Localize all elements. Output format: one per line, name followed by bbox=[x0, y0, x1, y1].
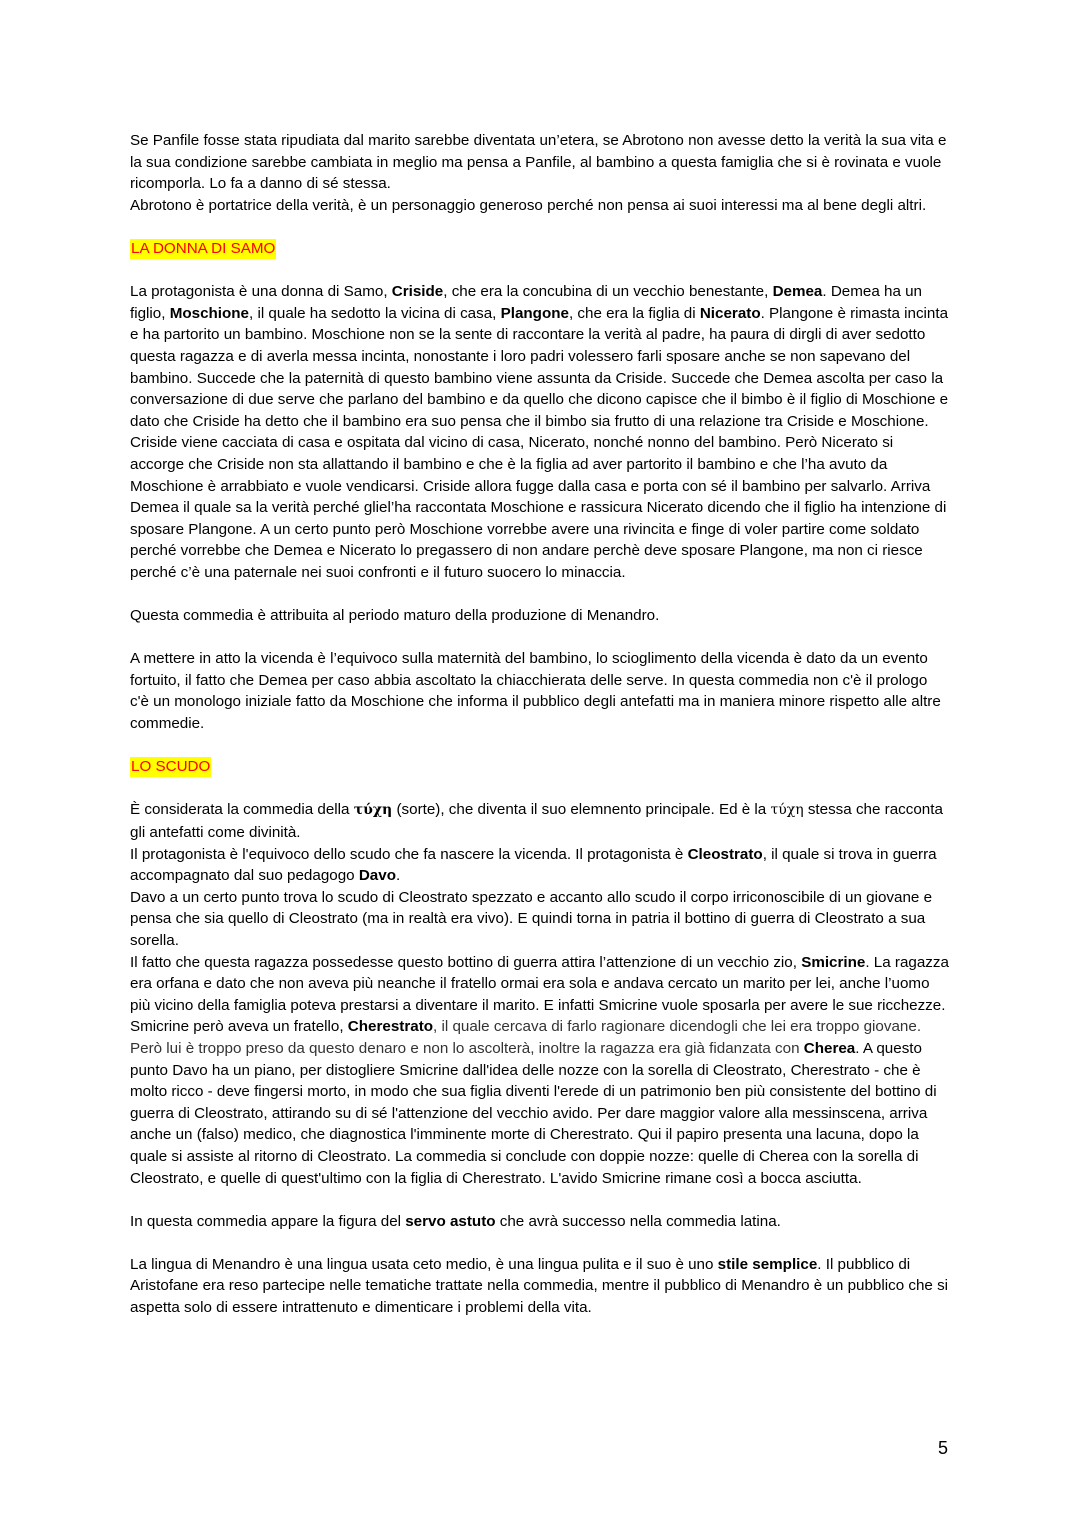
paragraph-abrotono: Abrotono è portatrice della verità, è un personaggio generoso perché non pensa ai suoi interessi ma al bene degli altri. bbox=[130, 196, 927, 214]
paragraph-servo-astuto bbox=[130, 1211, 950, 1233]
character-name-demea: Demea bbox=[772, 283, 823, 301]
text-segment: , il quale cercava di farlo ragionare dicendogli che lei era troppo giovane. Però lui è troppo preso da questo denaro e non lo ascolterà, inoltre la ragazza era già fidanzata con bbox=[130, 1018, 922, 1057]
paragraph-panfile: Se Panfile fosse stata ripudiata dal marito sarebbe diventata un’etera, se Abrotono non avesse detto la verità la sua vita e la sua condizione sarebbe cambiata in meglio ma pensa a Panfile, al bambino a questa famiglia che si è rovinata e vuole ricomporla. Lo fa a danno di sé stessa. bbox=[130, 132, 947, 193]
character-name-moschione: Moschione bbox=[169, 304, 250, 322]
greek-word-tyche: τύχη bbox=[770, 802, 804, 819]
paragraph-scudo-smicrine bbox=[130, 952, 950, 1190]
paragraph-lingua bbox=[130, 1254, 950, 1319]
section-heading-lo-scudo-wrap bbox=[130, 756, 950, 778]
text-segment: che avrà successo nella commedia latina. bbox=[495, 1212, 781, 1230]
text-segment: , che era la figlia di bbox=[568, 304, 700, 322]
paragraph-scudo-davo: Davo a un certo punto trova lo scudo di Cleostrato spezzato e accanto allo scudo il corpo irriconoscibile di un giovane e pensa che sia quello di Cleostrato (ma in realtà era vivo). E quindi torna in patria il bottino di guerra di Cleostrato a sua sorella. bbox=[130, 888, 933, 949]
text-segment: . Plangone è rimasta incinta e ha partorito un bambino. Moschione non se la sente di raccontare la verità al padre, ha paura di dirgli di aver sedotto questa ragazza e di averla messa incinta, nonostante i loro padri volessero farli sposare anche se non sapevano del bambino. Succede che la paternità di questo bambino viene assunta da Criside. Succede che Demea ascolta per caso la conversazione di due serve che parlano del bambino e da quello che dicono capisce che il bimbo è il figlio di Moschione e dato che Criside ha detto che il bambino era suo pensa che il bimbo sia frutto di una relazione tra Criside e Moschione. Criside viene cacciata di casa e ospitata dal vicino di casa, Nicerato, nonché nonno del bambino. Però Nicerato si accorge che Criside non sta allattando il bambino e che è la figlia ad aver partorito il bambino e che l’ha avuto da Moschione è arrabbiato e vuole vendicarsi. Criside allora fugge dalla casa e porta con sé il bambino per salvarlo. Arriva Demea il quale sa la verità perché gliel’ha raccontata Moschione e rassicura Nicerato dicendo che il figlio ha intenzione di sposare Plangone. A un certo punto però Moschione vorrebbe avere una rivincita e finge di voler partire come soldato perché vorrebbe che Demea e Nicerato lo pregassero di non andare perchè deve sposare Plangone, ma non ci riesce perché c’è una paternale nei suoi confronti e il futuro suocero lo minaccia. bbox=[130, 304, 949, 581]
character-name-cherestrato: Cherestrato bbox=[347, 1018, 434, 1036]
paragraph-donna-analysis: A mettere in atto la vicenda è l’equivoco sulla maternità del bambino, lo scioglimento della vicenda è dato da un evento fortuito, il fatto che Demea per caso abbia ascoltato la chiacchierata delle serve. In questa commedia non c'è il prologo c'è un monologo iniziale fatto da Moschione che informa il pubblico degli antefatti ma in maniera minore rispetto alle altre commedie. bbox=[130, 650, 941, 733]
text-segment: . A questo punto Davo ha un piano, per distogliere Smicrine dall'idea delle nozze con la sorella di Cleostrato, Cherestrato - che è molto ricco - deve fingersi morto, in modo che sua figlia diventi l'erede di un patrimonio ben più consistente del bottino di guerra di Cleostrato, attirando su di sé l'attenzione del vecchio avido. Per dare maggior valore alla messinscena, arriva anche un (falso) medico, che diagnostica l'imminente morte di Cherestrato. Qui il papiro presenta una lacuna, dopo la quale si assiste al ritorno di Cleostrato. La commedia si conclude con doppie nozze: quelle di Cherea con la sorella di Cleostrato, e quelle di quest'ultimo con la figlia di Cherestrato. L'avido Smicrine rimane così a bocca asciutta. bbox=[130, 1039, 937, 1187]
greek-word-tyche: τύχη bbox=[353, 802, 393, 819]
key-term-stile-semplice: stile semplice bbox=[717, 1255, 818, 1273]
text-segment: In questa commedia appare la figura del bbox=[130, 1212, 406, 1230]
page-number: 5 bbox=[937, 1438, 948, 1458]
key-term-servo-astuto: servo astuto bbox=[405, 1212, 496, 1230]
text-segment: , il quale si trova in guerra accompagnato dal suo pedagogo bbox=[130, 845, 937, 885]
character-name-criside: Criside bbox=[391, 283, 444, 301]
character-name-cherea: Cherea bbox=[803, 1039, 856, 1057]
paragraph-donna-period: Questa commedia è attribuita al periodo maturo della produzione di Menandro. bbox=[130, 607, 660, 625]
text-segment: Il fatto che questa ragazza possedesse questo bottino di guerra attira l’attenzione di un vecchio zio, bbox=[130, 953, 802, 971]
text-segment: La lingua di Menandro è una lingua usata ceto medio, è una lingua pulita e il suo è uno bbox=[130, 1255, 718, 1273]
text-segment: . bbox=[395, 867, 401, 885]
section-heading-donna-di-samo: LA DONNA DI SAMO bbox=[131, 239, 276, 257]
text-segment: , il quale ha sedotto la vicina di casa, bbox=[249, 304, 501, 322]
character-name-plangone: Plangone bbox=[500, 304, 569, 322]
text-segment: È considerata la commedia della bbox=[130, 801, 354, 819]
section-heading-donna-di-samo-wrap bbox=[130, 238, 950, 260]
text-segment: stessa che racconta gli antefatti come divinità. bbox=[130, 801, 943, 841]
text-segment: . La ragazza era orfana e dato che non aveva più neanche il fratello ormai era sola e andava cercato un marito per lei, anche l’uomo più vicino della famiglia poteva prestarsi a diventare il marito. E infatti Smicrine vuole sposarla per avere le sue ricchezze. Smicrine però aveva un fratello, bbox=[130, 953, 949, 1036]
character-name-smicrine: Smicrine bbox=[801, 953, 866, 971]
text-segment: . Demea ha un figlio, bbox=[130, 283, 922, 322]
text-segment: (sorte), che diventa il suo elemnento principale. Ed è la bbox=[392, 801, 771, 819]
section-heading-lo-scudo: LO SCUDO bbox=[131, 758, 211, 776]
text-segment: Il protagonista è l'equivoco dello scudo che fa nascere la vicenda. Il protagonista è bbox=[130, 845, 688, 863]
page-content bbox=[130, 130, 950, 1340]
text-segment: , che era la concubina di un vecchio benestante, bbox=[443, 283, 773, 301]
paragraph-scudo-protagonist bbox=[130, 844, 950, 887]
paragraph-donna-plot bbox=[130, 281, 950, 583]
text-segment: La protagonista è una donna di Samo, bbox=[130, 283, 392, 301]
text-segment: . Il pubblico di Aristofane era reso partecipe nelle tematiche trattate nella commedia, mentre il pubblico di Menandro è un pubblico che si aspetta solo di essere intrattenuto e dimenticare i problemi della vita. bbox=[130, 1255, 949, 1317]
character-name-davo: Davo bbox=[358, 867, 396, 885]
paragraph-scudo-tyche bbox=[130, 799, 950, 843]
character-name-cleostrato: Cleostrato bbox=[687, 845, 763, 863]
character-name-nicerato: Nicerato bbox=[699, 304, 761, 322]
